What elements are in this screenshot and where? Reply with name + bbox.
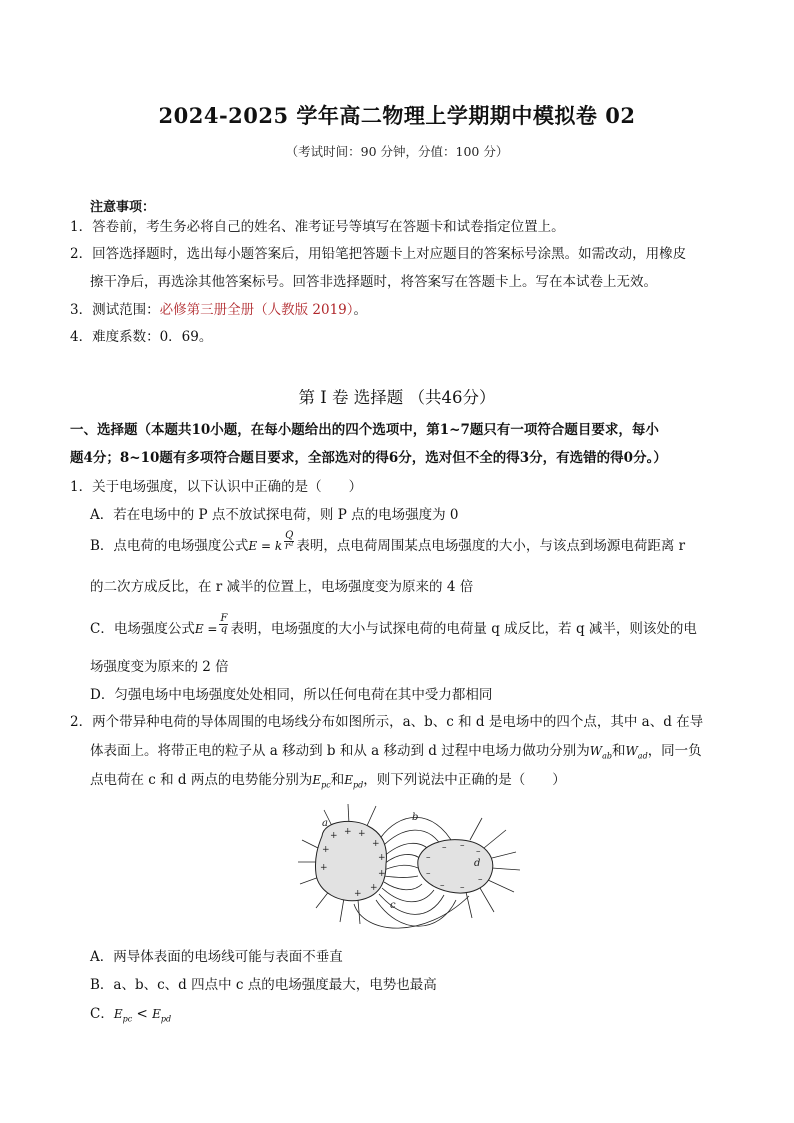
svg-text:+: +	[372, 839, 380, 849]
exam-title: 2024-2025 学年高二物理上学期期中模拟卷 02	[158, 103, 636, 128]
q2-energy-pc-symbol	[312, 773, 331, 790]
q2-option-a: A．两导体表面的电场线可能与表面不垂直	[90, 949, 343, 965]
q2-stem-line-2-suffix: ，同一负	[647, 743, 702, 759]
q2-energy-pc-subscript: pc	[321, 780, 331, 790]
notice-item-4: 4．难度系数：0．69。	[70, 329, 213, 345]
q2-option-c-energy-pd-letter: E	[152, 1007, 161, 1021]
q2-stem-line-2-and: 和	[611, 743, 626, 759]
q2-work-ad-symbol	[625, 744, 648, 761]
q2-option-c-prefix: C．	[90, 1006, 114, 1022]
q2-option-c-energy-pc-letter: E	[113, 1007, 123, 1021]
q2-option-c-energy-pc-subscript: pc	[122, 1014, 133, 1024]
q1-option-c-suffix: 表明，电场强度的大小与试探电荷的电荷量 q 成反比，若 q 减半，则该处的电	[230, 621, 697, 637]
svg-text:+: +	[378, 853, 386, 863]
notice-item-3	[70, 304, 367, 318]
q1-option-b-line-2: 的二次方成反比，在 r 减半的位置上，电场强度变为原来的 4 倍	[90, 579, 474, 595]
part1-instructions-line-2: 题4分；8~10题有多项符合题目要求，全部选对的得6分，选对但不全的得3分，有选错的得0分。）	[70, 450, 667, 466]
q2-work-ab-letter: W	[589, 744, 603, 758]
svg-text:–: –	[460, 883, 465, 893]
svg-text:+: +	[330, 831, 338, 841]
q1-option-d: D．匀强电场中电场强度处处相同，所以任何电荷在其中受力都相同	[90, 687, 493, 703]
q1-option-b-denominator: r²	[284, 541, 294, 552]
q2-stem-line-3	[90, 774, 566, 789]
q2-option-c-relation: <	[132, 1006, 153, 1022]
svg-text:–: –	[460, 841, 465, 851]
notice-item-2-line-2: 擦干净后，再选涂其他答案标号。回答非选择题时，将答案写在答题卡上。写在本试卷上无效。	[90, 274, 657, 290]
q2-stem-line-1: 2．两个带异种电荷的导体周围的电场线分布如图所示，a、b、c 和 d 是电场中的四个点，其中 a、d 在导	[70, 714, 704, 730]
figure-label-a: a	[322, 818, 328, 829]
figure-label-c: c	[390, 900, 396, 911]
q2-energy-pc-letter: E	[312, 773, 322, 787]
notice-item-3-scope: 必修第三册全册（人教版 2019）	[159, 302, 354, 318]
notice-heading: 注意事项：	[90, 200, 156, 215]
q2-energy-pd-subscript: pd	[353, 780, 364, 790]
q2-option-c	[90, 1008, 171, 1023]
q2-option-c-energy-pd	[152, 1007, 172, 1024]
svg-text:–: –	[476, 847, 481, 857]
q2-option-c-energy-pc	[113, 1007, 133, 1024]
notice-item-1: 1．答卷前，考生务必将自己的姓名、准考证号等填写在答题卡和试卷指定位置上。	[70, 219, 565, 235]
q2-work-ad-subscript: ad	[637, 751, 648, 761]
q2-option-b: B．a、b、c、d 四点中 c 点的电场强度最大，电势也最高	[90, 977, 437, 993]
q1-option-b-prefix: B．点电荷的电场强度公式	[90, 538, 249, 554]
exam-subtitle: （考试时间：90 分钟，分值：100 分）	[285, 144, 509, 159]
svg-text:–: –	[478, 875, 483, 885]
section-title: 第 I 卷 选择题 （共46分）	[298, 388, 496, 407]
svg-text:+: +	[354, 889, 362, 899]
q1-option-c-line-1	[90, 612, 697, 637]
q1-option-b-suffix: 表明，点电荷周围某点电场强度的大小，与该点到场源电荷距离 r	[296, 538, 686, 554]
q1-option-c-prefix: C．电场强度公式	[90, 621, 195, 637]
notice-item-2-line-1: 2．回答选择题时，选出每小题答案后，用铅笔把答题卡上对应题目的答案标号涂黑。如需改动，用橡皮	[70, 246, 687, 262]
svg-text:+: +	[370, 883, 378, 893]
notice-item-3-suffix: 。	[353, 302, 367, 318]
svg-text:–: –	[440, 881, 445, 891]
q1-option-c-numerator: F	[220, 612, 228, 624]
q1-option-c-formula-lhs: E =	[194, 622, 218, 636]
q2-stem-line-3-prefix: 点电荷在 c 和 d 两点的电势能分别为	[90, 772, 313, 788]
svg-text:–: –	[442, 843, 447, 853]
q1-option-b-fraction	[284, 531, 294, 553]
q1-option-b-line-1	[90, 529, 686, 554]
svg-text:+: +	[378, 869, 386, 879]
q1-option-c-denominator: q	[220, 624, 228, 635]
q2-work-ad-letter: W	[625, 744, 638, 758]
part1-instructions-line-1: 一、选择题（本题共10小题，在每小题给出的四个选项中，第1~7题只有一项符合题目要求，每小	[70, 422, 659, 438]
q1-stem: 1．关于电场强度，以下认识中正确的是（ ）	[70, 479, 363, 495]
q2-work-ab-symbol	[589, 744, 612, 761]
svg-text:–: –	[426, 869, 431, 879]
q2-energy-pd-symbol	[344, 773, 364, 790]
figure-label-b: b	[412, 812, 419, 823]
q2-work-ab-subscript: ab	[602, 751, 612, 761]
q2-stem-line-2-prefix: 体表面上。将带正电的粒子从 a 移动到 b 和从 a 移动到 d 过程中电场力做功分别为	[90, 743, 590, 759]
q2-stem-line-3-suffix: ，则下列说法中正确的是（ ）	[363, 772, 566, 788]
q1-option-c-fraction	[219, 614, 228, 636]
q2-energy-pd-letter: E	[344, 773, 354, 787]
q1-option-b-numerator: Q	[285, 529, 294, 541]
svg-text:–: –	[426, 853, 431, 863]
q1-option-c-line-2: 场强度变为原来的 2 倍	[90, 659, 229, 675]
q1-option-b-formula-lhs: E = k	[248, 539, 283, 553]
svg-text:+: +	[320, 863, 328, 873]
svg-text:+: +	[358, 829, 366, 839]
electric-field-figure	[294, 800, 524, 940]
q2-stem-line-3-and: 和	[330, 772, 345, 788]
notice-item-3-prefix: 3．测试范围：	[70, 302, 160, 318]
figure-label-d: d	[474, 858, 481, 869]
svg-text:+: +	[322, 845, 330, 855]
q2-stem-line-2	[90, 745, 702, 760]
q2-option-c-energy-pd-subscript: pd	[160, 1014, 172, 1024]
q1-option-a: A．若在电场中的 P 点不放试探电荷，则 P 点的电场强度为 0	[90, 507, 459, 523]
svg-text:+: +	[344, 827, 352, 837]
